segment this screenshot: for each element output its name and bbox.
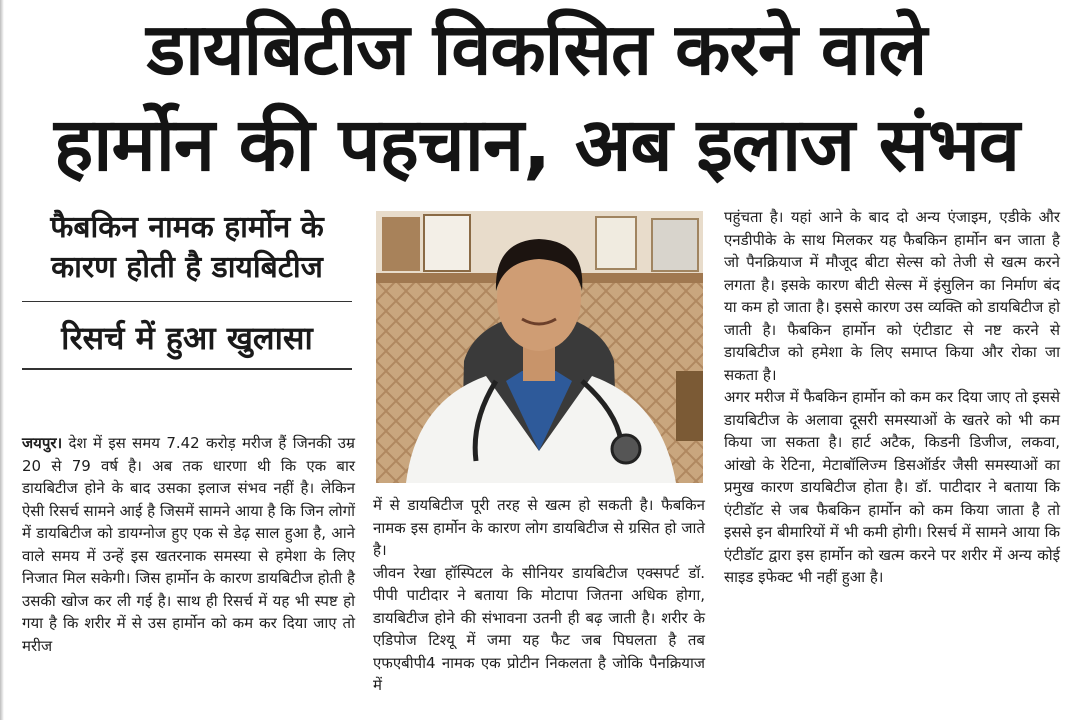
subheadline-1-line-1: फैबकिन नामक हार्मोन के	[50, 210, 324, 245]
column-1-text: देश में इस समय 7.42 करोड़ मरीज हैं जिनकी उम्र 20 से 79 वर्ष है। अब तक धारणा थी कि एक बार डायबिटीज होने के बाद उसका इलाज संभव नहीं है। लेकिन ऐसी रिसर्च सामने आई है जिसमें सामने आया है कि जिन लोगों में डायबिटीज को डायग्नोज हुए एक से डेढ़ साल हुआ है, आने वाले समय में उन्हें इस खतरनाक समस्या से हमेशा के लिए निजात मिल सकेगी। जिस हार्मोन के कारण डायबिटीज होती है उसकी खोज कर ली गई है। साथ ही रिसर्च में यह भी स्पष्ट हो गया है कि शरीर में से उस हार्मोन को कम कर दिया जाए तो मरीज	[22, 434, 355, 655]
article-column-2	[373, 494, 705, 697]
divider-rule	[22, 368, 352, 370]
divider-rule	[22, 301, 352, 302]
column-1-paragraph	[22, 432, 355, 657]
column-3-paragraph-2: अगर मरीज में फैबकिन हार्मोन को कम कर दिया जाए तो इससे डायबिटीज के अलावा दूसरी समस्याओं के खतरे को भी कम किया जा सकता है। हार्ट अटैक, किडनी डिजीज, लकवा, आंखो के रेटिना, मेटाबॉलिज्म डिसऑर्डर जैसी समस्याओं का प्रमुख कारण डायबिटीज होता है। डॉ. पाटीदार ने बताया कि एंटीडॉट से जब फैबकिन हार्मोन को कम किया जाता है तो इससे इन बीमारियों में भी कमी होगी। रिसर्च में सामने आया कि एंटीडॉट द्वारा इस हार्मोन को खत्म करने पर शरीर में अन्य कोई साइड इफेक्ट भी नहीं हुआ है।	[724, 388, 1060, 586]
subheadline-2: रिसर्च में हुआ खुलासा	[61, 319, 313, 357]
subheadline-1-line-2: कारण होती है डायबिटीज	[51, 250, 323, 285]
column-2-paragraph-2: जीवन रेखा हॉस्पिटल के सीनियर डायबिटीज एक्सपर्ट डॉ. पीपी पाटीदार ने बताया कि मोटापा जितना अधिक होगा, डायबिटीज होने की संभावना उतनी ही बढ़ जाती है। शरीर के एडिपोज टिश्यू में जमा यह फैट जब पिघलता है तब एफएबीपी4 नामक एक प्रोटीन निकलता है जोकि पैनक्रियाज में	[373, 563, 705, 694]
subheadline-1	[22, 208, 352, 288]
column-2-paragraph-1: में से डायबिटीज पूरी तरह से खत्म हो सकती है। फैबकिन नामक इस हार्मोन के कारण लोग डायबिटीज से ग्रसित हो जाते है।	[373, 496, 705, 559]
doctor-photo	[376, 211, 703, 483]
article-column-1	[22, 432, 355, 657]
headline-line-1: डायबिटीज विकसित करने वाले	[146, 7, 927, 91]
column-3-paragraph-1: पहुंचता है। यहां आने के बाद दो अन्य एंजाइम, एडीके और एनडीपीके के साथ मिलकर यह फैबकिन हार्मोन बन जाता है जो पैनक्रियाज में मौजूद बीटा सेल्स को तेजी से खत्म करने लगता है। इसके कारण बीटी सेल्स में इंसुलिन का निर्माण बंद या कम हो जाता है। इससे कारण उस व्यक्ति को डायबिटीज हो जाती है। फैबकिन हार्मोन को एंटीडाट से नष्ट करने से डायबिटीज को हमेशा के लिए समाप्त किया और रोका जा सकता है।	[724, 208, 1060, 384]
headline-line-2: हार्मोन की पहचान, अब इलाज संभव	[54, 102, 1019, 188]
article-column-3	[724, 206, 1060, 589]
dateline: जयपुर।	[22, 434, 63, 452]
